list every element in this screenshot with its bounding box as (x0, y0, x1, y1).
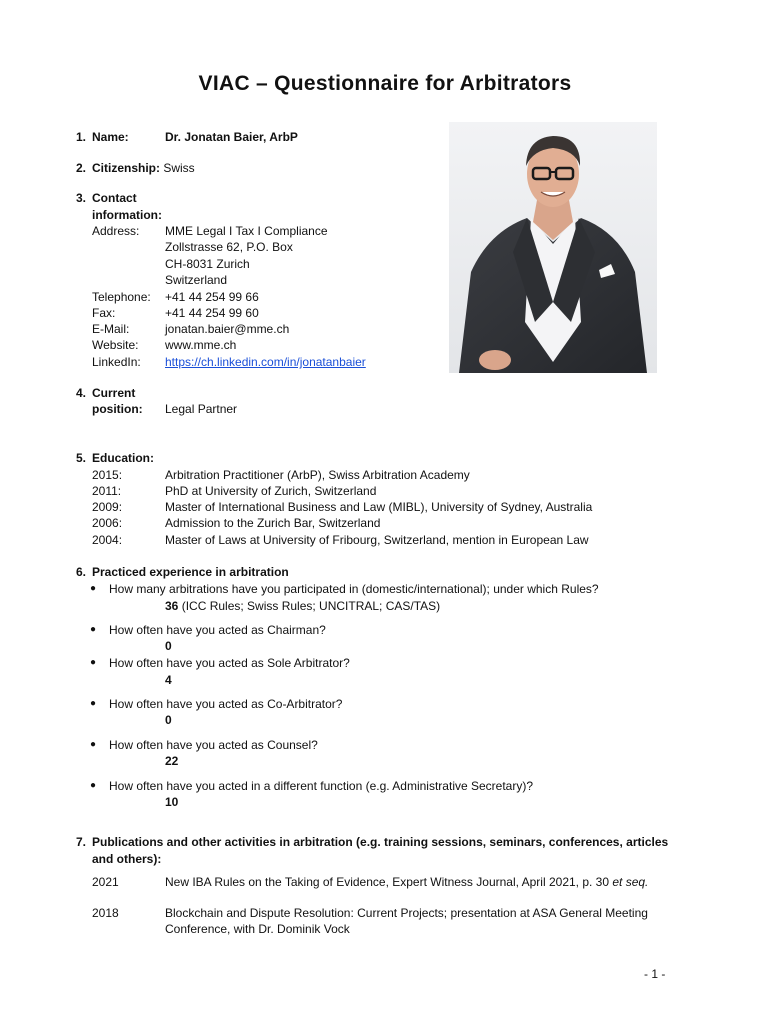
bullet-icon: ● (90, 583, 97, 594)
education-entry: Master of Laws at University of Fribourg, Switzerland, mention in European Law (165, 533, 589, 547)
experience-question: How often have you acted as Co-Arbitrator? (109, 697, 343, 711)
education-entry: Admission to the Zurich Bar, Switzerland (165, 516, 381, 530)
section-number: 2. (76, 161, 87, 175)
citizenship-value: Swiss (163, 161, 195, 175)
experience-question: How often have you acted as Chairman? (109, 623, 326, 637)
section-number: 6. (76, 565, 87, 579)
education-entry: Master of International Business and Law (MIBL), University of Sydney, Australia (165, 500, 593, 514)
section-number: 7. (76, 835, 87, 849)
experience-question: How often have you acted in a different function (e.g. Administrative Secretary)? (109, 779, 534, 793)
position-label: Current (92, 386, 136, 400)
email-label: E-Mail: (92, 322, 130, 336)
experience-answer: 22 (165, 754, 179, 768)
page-number: - 1 - (644, 967, 666, 981)
publications-label: Publications and other activities in arbitration (e.g. training sessions, seminars, conferences, articles (92, 835, 669, 849)
position-value: Legal Partner (165, 402, 238, 416)
contact-label-2: information: (92, 208, 162, 222)
linkedin-link[interactable]: https://ch.linkedin.com/in/jonatanbaier (165, 355, 366, 369)
publication-italic: et seq. (612, 875, 649, 889)
citizenship-line (92, 160, 195, 176)
experience-question: How often have you acted as Counsel? (109, 738, 318, 752)
page-title: VIAC – Questionnaire for Arbitrators (198, 72, 572, 95)
publication-year: 2018 (92, 906, 119, 920)
education-year: 2009: (92, 500, 123, 514)
publication-year: 2021 (92, 875, 119, 889)
experience-answer: 0 (165, 713, 172, 727)
publication-entry-2: Conference, with Dr. Dominik Vock (165, 922, 350, 936)
section-number: 3. (76, 191, 87, 205)
experience-answer: 4 (165, 673, 172, 687)
contact-label: Contact (92, 191, 137, 205)
address-line: CH-8031 Zurich (165, 257, 250, 271)
publication-entry (165, 874, 648, 890)
fax-label: Fax: (92, 306, 116, 320)
answer-rules: (ICC Rules; Swiss Rules; UNCITRAL; CAS/TAS) (178, 599, 441, 613)
experience-answer: 0 (165, 639, 172, 653)
bullet-icon: ● (90, 657, 97, 668)
telephone-value: +41 44 254 99 66 (165, 290, 259, 304)
bullet-icon: ● (90, 739, 97, 750)
bullet-icon: ● (90, 780, 97, 791)
publications-label-2: and others): (92, 852, 162, 866)
bullet-icon: ● (90, 624, 97, 635)
publication-entry: Blockchain and Dispute Resolution: Current Projects; presentation at ASA General Meeting (165, 906, 648, 920)
education-entry: PhD at University of Zurich, Switzerland (165, 484, 377, 498)
portrait-photo (449, 122, 657, 373)
experience-answer (165, 598, 440, 614)
section-number: 4. (76, 386, 87, 400)
address-line: MME Legal I Tax I Compliance (165, 224, 328, 238)
education-entry: Arbitration Practitioner (ArbP), Swiss Arbitration Academy (165, 468, 470, 482)
experience-label: Practiced experience in arbitration (92, 565, 289, 579)
bullet-icon: ● (90, 698, 97, 709)
experience-question: How many arbitrations have you participated in (domestic/international); under which Rules? (109, 582, 599, 596)
section-number: 5. (76, 451, 87, 465)
education-year: 2015: (92, 468, 123, 482)
name-value: Dr. Jonatan Baier, ArbP (165, 130, 298, 144)
website-label: Website: (92, 338, 139, 352)
publication-text: New IBA Rules on the Taking of Evidence, Expert Witness Journal, April 2021, p. 30 (165, 875, 613, 889)
linkedin-label: LinkedIn: (92, 355, 141, 369)
education-year: 2004: (92, 533, 123, 547)
address-label: Address: (92, 224, 140, 238)
experience-question: How often have you acted as Sole Arbitrator? (109, 656, 350, 670)
experience-answer: 10 (165, 795, 179, 809)
education-year: 2006: (92, 516, 123, 530)
telephone-label: Telephone: (92, 290, 151, 304)
website-value: www.mme.ch (165, 338, 237, 352)
email-value: jonatan.baier@mme.ch (165, 322, 290, 336)
name-label: Name: (92, 130, 129, 144)
citizenship-label: Citizenship: (92, 161, 160, 175)
address-line: Switzerland (165, 273, 228, 287)
education-label: Education: (92, 451, 154, 465)
fax-value: +41 44 254 99 60 (165, 306, 259, 320)
answer-number: 36 (165, 599, 179, 613)
position-label-2: position: (92, 402, 143, 416)
address-line: Zollstrasse 62, P.O. Box (165, 240, 293, 254)
portrait-illustration (449, 122, 657, 373)
education-year: 2011: (92, 484, 122, 498)
section-number: 1. (76, 130, 87, 144)
